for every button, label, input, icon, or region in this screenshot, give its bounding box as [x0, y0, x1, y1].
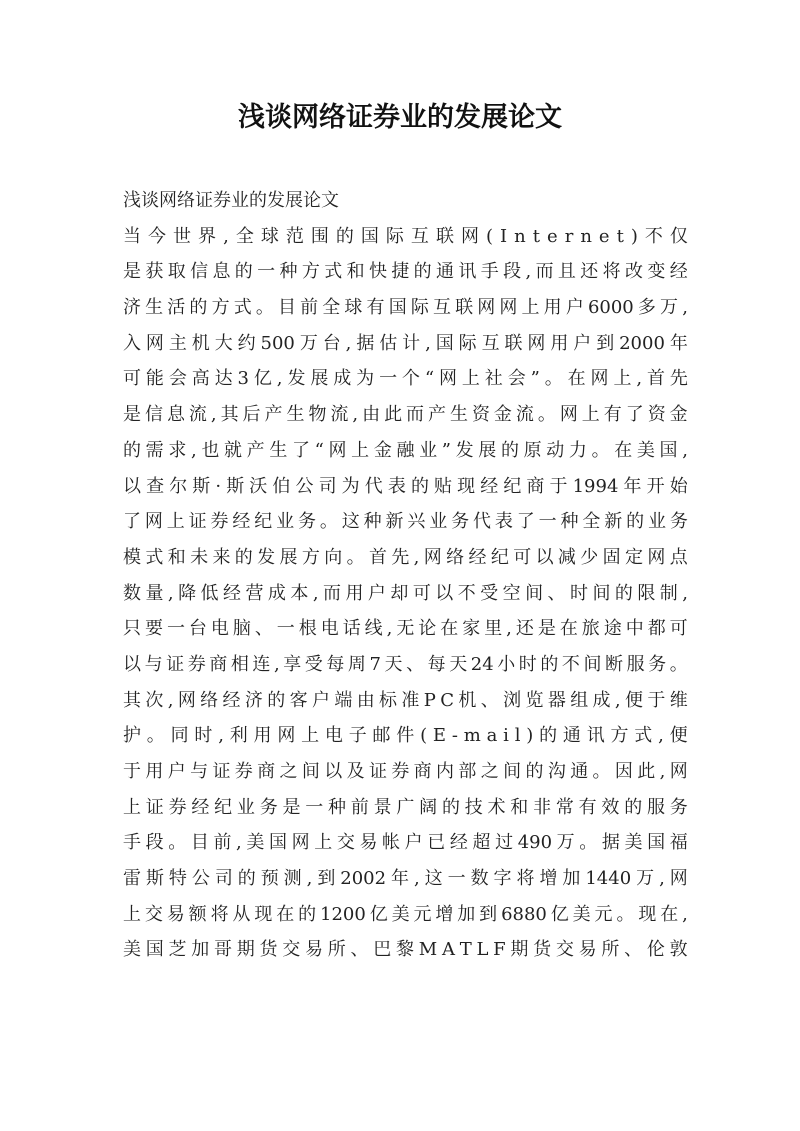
- body-heading-line: 浅 谈 网 络 证 券 业 的 发 展 论 文: [123, 190, 339, 211]
- paragraph-line: 是 信 息 流 , 其 后 产 生 物 流 , 由 此 而 产 生 资 金 流 。 网 上 有 了 资 金: [123, 404, 688, 426]
- paragraph-line: 模 式 和 未 来 的 发 展 方 向 。 首 先 , 网 络 经 纪 可 以 减 少 固 定 网 点: [123, 546, 688, 568]
- paragraph-line: 以 与 证 券 商 相 连 , 享 受 每 周 7 天 、 每 天 24 小 时 的 不 间 断 服 务 。: [123, 653, 688, 675]
- paragraph-line: 入 网 主 机 大 约 500 万 台 , 据 估 计 , 国 际 互 联 网 用 户 到 2000 年: [123, 332, 688, 354]
- paragraph-line: 美 国 芝 加 哥 期 货 交 易 所 、 巴 黎 M A T L F 期 货 交 易 所 、 伦 敦: [123, 939, 688, 961]
- paragraph-line: 当 今 世 界 , 全 球 范 围 的 国 际 互 联 网 ( I n t e r n e t ) 不 仅: [123, 225, 688, 247]
- document-title: 浅谈网络证券业的发展论文: [238, 102, 562, 133]
- paragraph-line: 是 获 取 信 息 的 一 种 方 式 和 快 捷 的 通 讯 手 段 , 而 且 还 将 改 变 经: [123, 261, 688, 283]
- paragraph-line: 上 证 券 经 纪 业 务 是 一 种 前 景 广 阔 的 技 术 和 非 常 有 效 的 服 务: [123, 796, 688, 818]
- paragraph-line: 上 交 易 额 将 从 现 在 的 1200 亿 美 元 增 加 到 6880 亿 美 元 。 现 在 ,: [123, 903, 688, 925]
- paragraph-line: 可 能 会 高 达 3 亿 , 发 展 成 为 一 个 “ 网 上 社 会 ” 。 在 网 上 , 首 先: [123, 368, 688, 390]
- paragraph-line: 数 量 , 降 低 经 营 成 本 , 而 用 户 却 可 以 不 受 空 间 、 时 间 的 限 制 ,: [123, 582, 688, 604]
- paragraph-line: 其 次 , 网 络 经 济 的 客 户 端 由 标 准 P C 机 、 浏 览 器 组 成 , 便 于 维: [123, 689, 688, 711]
- paragraph-line: 济 生 活 的 方 式 。 目 前 全 球 有 国 际 互 联 网 网 上 用 户 6000 多 万 ,: [123, 297, 688, 319]
- paragraph-line: 雷 斯 特 公 司 的 预 测 , 到 2002 年 , 这 一 数 字 将 增 加 1440 万 , 网: [123, 868, 688, 890]
- paragraph-line: 护 。 同 时 , 利 用 网 上 电 子 邮 件 ( E - m a i l ) 的 通 讯 方 式 , 便: [123, 725, 688, 747]
- document-body: [123, 183, 688, 968]
- paragraph-line: 了 网 上 证 券 经 纪 业 务 。 这 种 新 兴 业 务 代 表 了 一 种 全 新 的 业 务: [123, 511, 688, 533]
- paragraph-line: 于 用 户 与 证 券 商 之 间 以 及 证 券 商 内 部 之 间 的 沟 通 。 因 此 , 网: [123, 761, 688, 782]
- paragraph-line: 以 查 尔 斯 · 斯 沃 伯 公 司 为 代 表 的 贴 现 经 纪 商 于 1994 年 开 始: [123, 475, 688, 497]
- paragraph-line: 手 段 。 目 前 , 美 国 网 上 交 易 帐 户 已 经 超 过 490 万 。 据 美 国 福: [123, 832, 688, 854]
- paragraph-line: 只 要 一 台 电 脑 、 一 根 电 话 线 , 无 论 在 家 里 , 还 是 在 旅 途 中 都 可: [123, 618, 688, 640]
- paragraph-line: 的 需 求 , 也 就 产 生 了 “ 网 上 金 融 业 ” 发 展 的 原 动 力 。 在 美 国 ,: [123, 439, 688, 461]
